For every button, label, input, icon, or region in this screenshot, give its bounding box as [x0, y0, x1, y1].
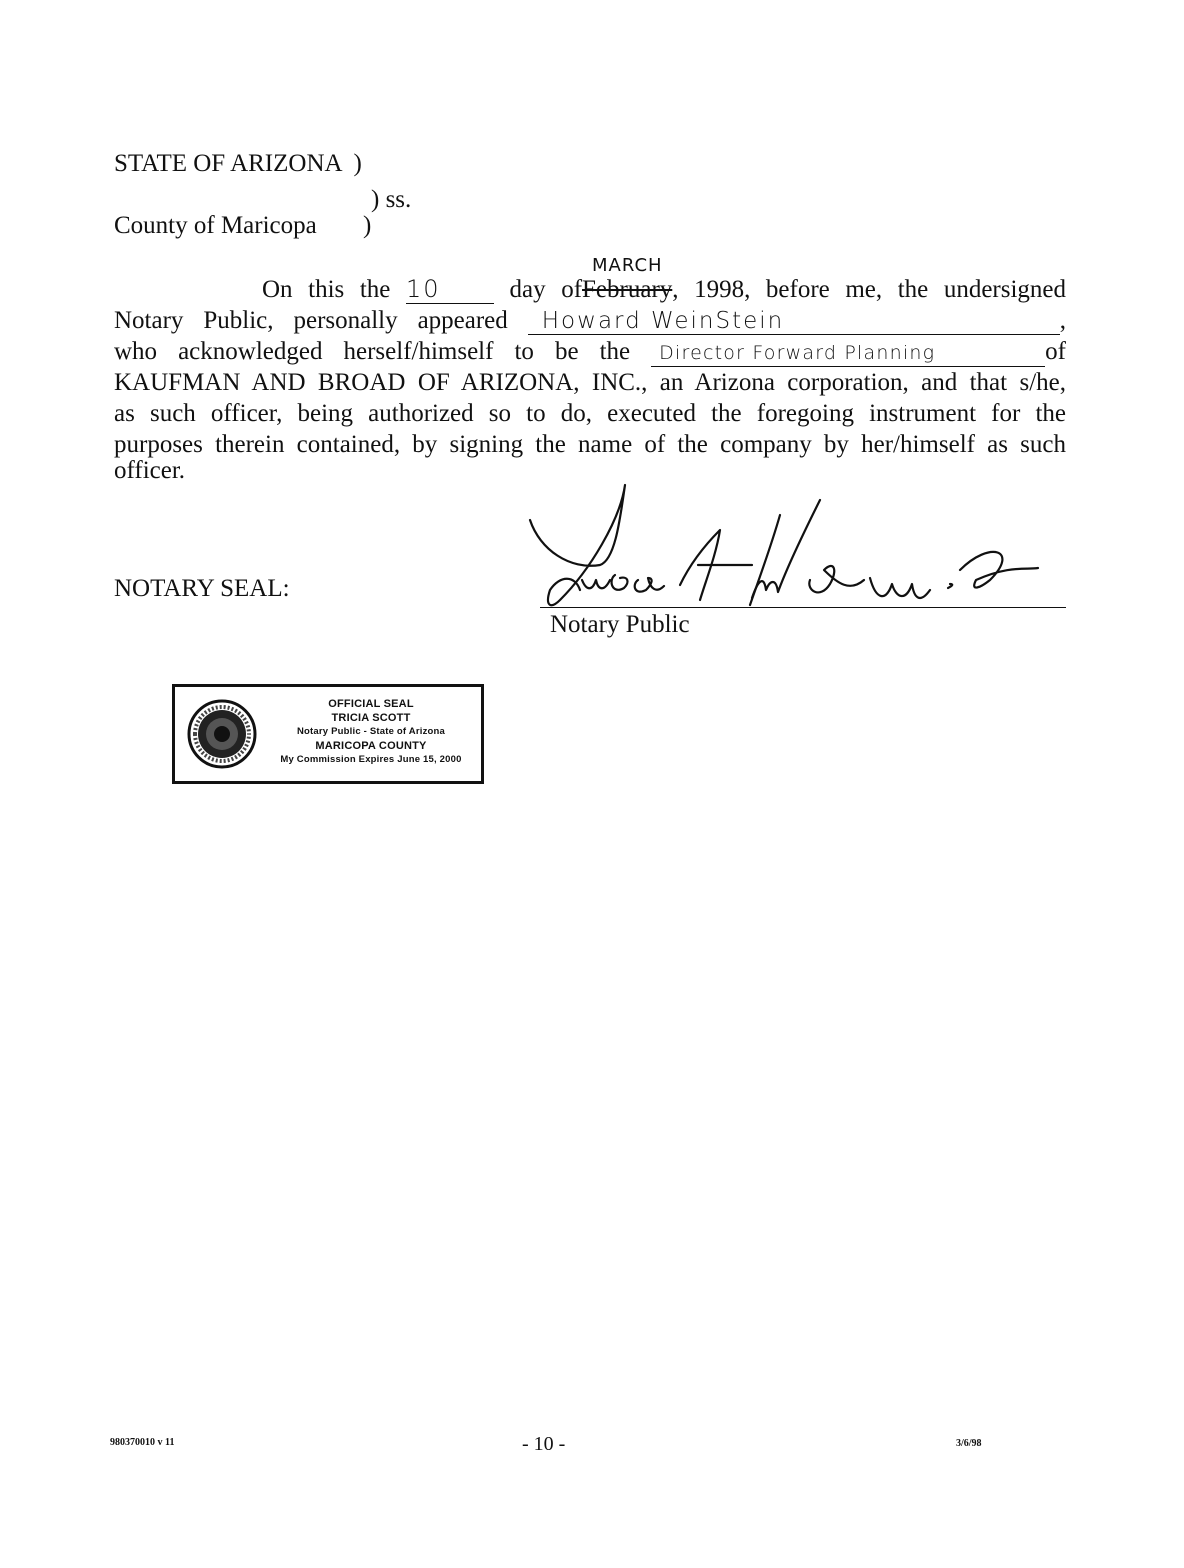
title-value: Director Forward Planning [659, 342, 936, 364]
notary-public-label: Notary Public [550, 611, 690, 638]
state-name: STATE OF ARIZONA [114, 150, 342, 177]
footer-page-number: - 10 - [522, 1433, 566, 1455]
venue-county [114, 212, 371, 240]
notary-seal-label: NOTARY SEAL: [114, 575, 290, 602]
month-printed: February [582, 276, 673, 303]
month-inserted: MARCH [592, 255, 663, 276]
ack-line-1 [262, 255, 1067, 305]
stamp-line-2: TRICIA SCOTT [331, 712, 411, 724]
ack-line-7: officer. [114, 457, 186, 484]
ack-line-2-prefix: Notary Public, personally appeared [114, 307, 508, 334]
state-paren: ) [353, 150, 362, 177]
appearer-blank [528, 308, 1060, 335]
ack-line-1-dayof: day of [509, 276, 583, 303]
day-blank [406, 276, 494, 304]
state-seal-icon [187, 695, 257, 773]
ack-line-5: as such officer, being authorized so to do, executed the foregoing instrument for the [114, 400, 1066, 427]
county-name: County of Maricopa [114, 212, 317, 239]
ack-line-1-suffix: , 1998, before me, the undersigned [672, 276, 1067, 303]
appearer-name: Howard WeinStein [541, 308, 785, 334]
title-blank [651, 339, 1045, 367]
ack-line-6: purposes therein contained, by signing the name of the company by her/himself as such [114, 431, 1066, 458]
notary-stamp [172, 684, 484, 784]
ack-line-3-suffix: of [1045, 338, 1066, 365]
day-value: 10 [405, 275, 441, 303]
stamp-line-5: My Commission Expires June 15, 2000 [280, 754, 462, 765]
ack-line-3-prefix: who acknowledged herself/himself to be the [114, 338, 631, 365]
ack-line-1-prefix: On this the [262, 276, 391, 303]
ack-line-2-suffix: , [1059, 307, 1067, 334]
stamp-line-1: OFFICIAL SEAL [328, 698, 414, 710]
ack-line-3 [114, 336, 1066, 367]
footer-date: 3/6/98 [956, 1438, 982, 1449]
stamp-text [265, 697, 477, 767]
county-paren: ) [362, 212, 372, 239]
venue-state [114, 150, 362, 178]
ack-line-2 [114, 305, 1066, 336]
footer-doc-id: 980370010 v 11 [110, 1437, 175, 1448]
signature-line [540, 607, 1066, 608]
notary-signature [520, 480, 1040, 620]
month-struck [582, 255, 673, 303]
stamp-line-4: MARICOPA COUNTY [315, 740, 427, 752]
venue-ss: ) ss. [371, 186, 412, 213]
stamp-line-3: Notary Public - State of Arizona [296, 726, 446, 737]
ack-line-4: KAUFMAN AND BROAD OF ARIZONA, INC., an Arizona corporation, and that s/he, [114, 369, 1066, 396]
